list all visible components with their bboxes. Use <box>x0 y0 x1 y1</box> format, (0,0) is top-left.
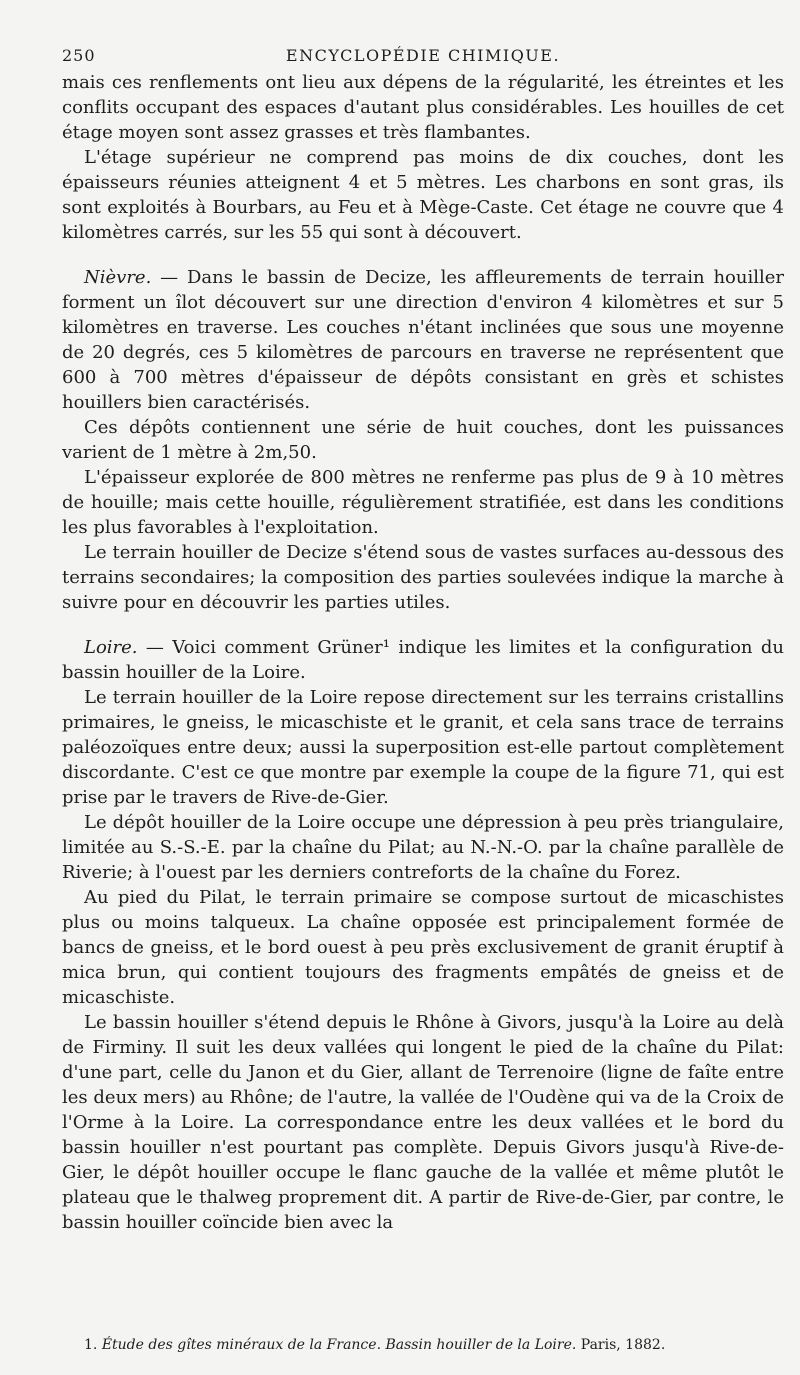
footnote-rest: Paris, 1882. <box>576 1337 666 1353</box>
paragraph: Le terrain houiller de la Loire repose directement sur les terrains cristallins primaires, le gneiss, le micaschiste et le granit, et cela sans trace de terrains paléozoïques entre deux; aussi la superposition est-elle partout complètement discordante. C'est ce que montre par exemple la coupe de la figure 71, qui est prise par le travers de Rive-de-Gier. <box>62 687 784 808</box>
footnote-citation: Étude des gîtes minéraux de la France. Bassin houiller de la Loire. <box>101 1337 577 1353</box>
page-number: 250 <box>62 46 96 65</box>
paragraph: Au pied du Pilat, le terrain primaire se compose surtout de micaschistes plus ou moins talqueux. La chaîne opposée est principalement formée de bancs de gneiss, et le bord ouest à peu près exclusivement de granit éruptif à mica brun, qui contient toujours des fragments empâtés de gneiss et de micaschiste. <box>62 887 784 1008</box>
body-text <box>62 70 784 1235</box>
running-head <box>62 40 784 70</box>
section-title-loire: Loire. <box>84 637 138 658</box>
section-paragraph-loire <box>62 635 784 685</box>
paragraph-text: — Voici comment Grüner¹ indique les limites et la configuration du bassin houiller de la Loire. <box>62 637 784 683</box>
paragraph-text: — Dans le bassin de Decize, les affleurements de terrain houiller forment un îlot découvert sur une direction d'environ 4 kilomètres et sur 5 kilomètres en traverse. Les couches n'étant inclinées que sous une moyenne de 20 degrés, ces 5 kilomètres de parcours en traverse ne représentent que 600 à 700 mètres d'épaisseur de dépôts consistant en grès et schistes houillers bien caractérisés. <box>62 267 784 413</box>
paragraph: Le dépôt houiller de la Loire occupe une dépression à peu près triangulaire, limitée au S.-S.-E. par la chaîne du Pilat; au N.-N.-O. par la chaîne parallèle de Riverie; à l'ouest par les derniers contreforts de la chaîne du Forez. <box>62 812 784 883</box>
footnote-marker: 1. <box>84 1337 98 1353</box>
paragraph: L'épaisseur explorée de 800 mètres ne renferme pas plus de 9 à 10 mètres de houille; mais cette houille, régulièrement stratifiée, est dans les conditions les plus favorables à l'exploitation. <box>62 467 784 538</box>
paragraph: Le bassin houiller s'étend depuis le Rhône à Givors, jusqu'à la Loire au delà de Firminy. Il suit les deux vallées qui longent le pied de la chaîne du Pilat: d'une part, celle du Janon et du Gier, allant de Terrenoire (ligne de faîte entre les deux mers) au Rhône; de l'autre, la vallée de l'Oudène qui va de la Croix de l'Orme à la Loire. La correspondance entre les deux vallées et le bord du bassin houiller n'est pourtant pas complète. Depuis Givors jusqu'à Rive-de-Gier, le dépôt houiller occupe le flanc gauche de la vallée et même plutôt le plateau que le thalweg proprement dit. A partir de Rive-de-Gier, par contre, le bassin houiller coïncide bien avec la <box>62 1012 784 1233</box>
footnote <box>62 1336 784 1354</box>
running-title: ENCYCLOPÉDIE CHIMIQUE. <box>285 46 561 65</box>
paragraph: mais ces renflements ont lieu aux dépens de la régularité, les étreintes et les conflits occupant des espaces d'autant plus considérables. Les houilles de cet étage moyen sont assez grasses et très flambantes. <box>62 72 784 143</box>
paragraph: L'étage supérieur ne comprend pas moins de dix couches, dont les épaisseurs réunies atteignent 4 et 5 mètres. Les charbons en sont gras, ils sont exploités à Bourbars, au Feu et à Mège-Caste. Cet étage ne couvre que 4 kilomètres carrés, sur les 55 qui sont à découvert. <box>62 147 784 243</box>
section-title-nievre: Nièvre. <box>84 267 152 288</box>
section-paragraph-nievre <box>62 265 784 415</box>
paragraph: Ces dépôts contiennent une série de huit couches, dont les puissances varient de 1 mètre à 2m,50. <box>62 417 784 463</box>
paragraph: Le terrain houiller de Decize s'étend sous de vastes surfaces au-dessous des terrains secondaires; la composition des parties soulevées indique la marche à suivre pour en découvrir les parties utiles. <box>62 542 784 613</box>
